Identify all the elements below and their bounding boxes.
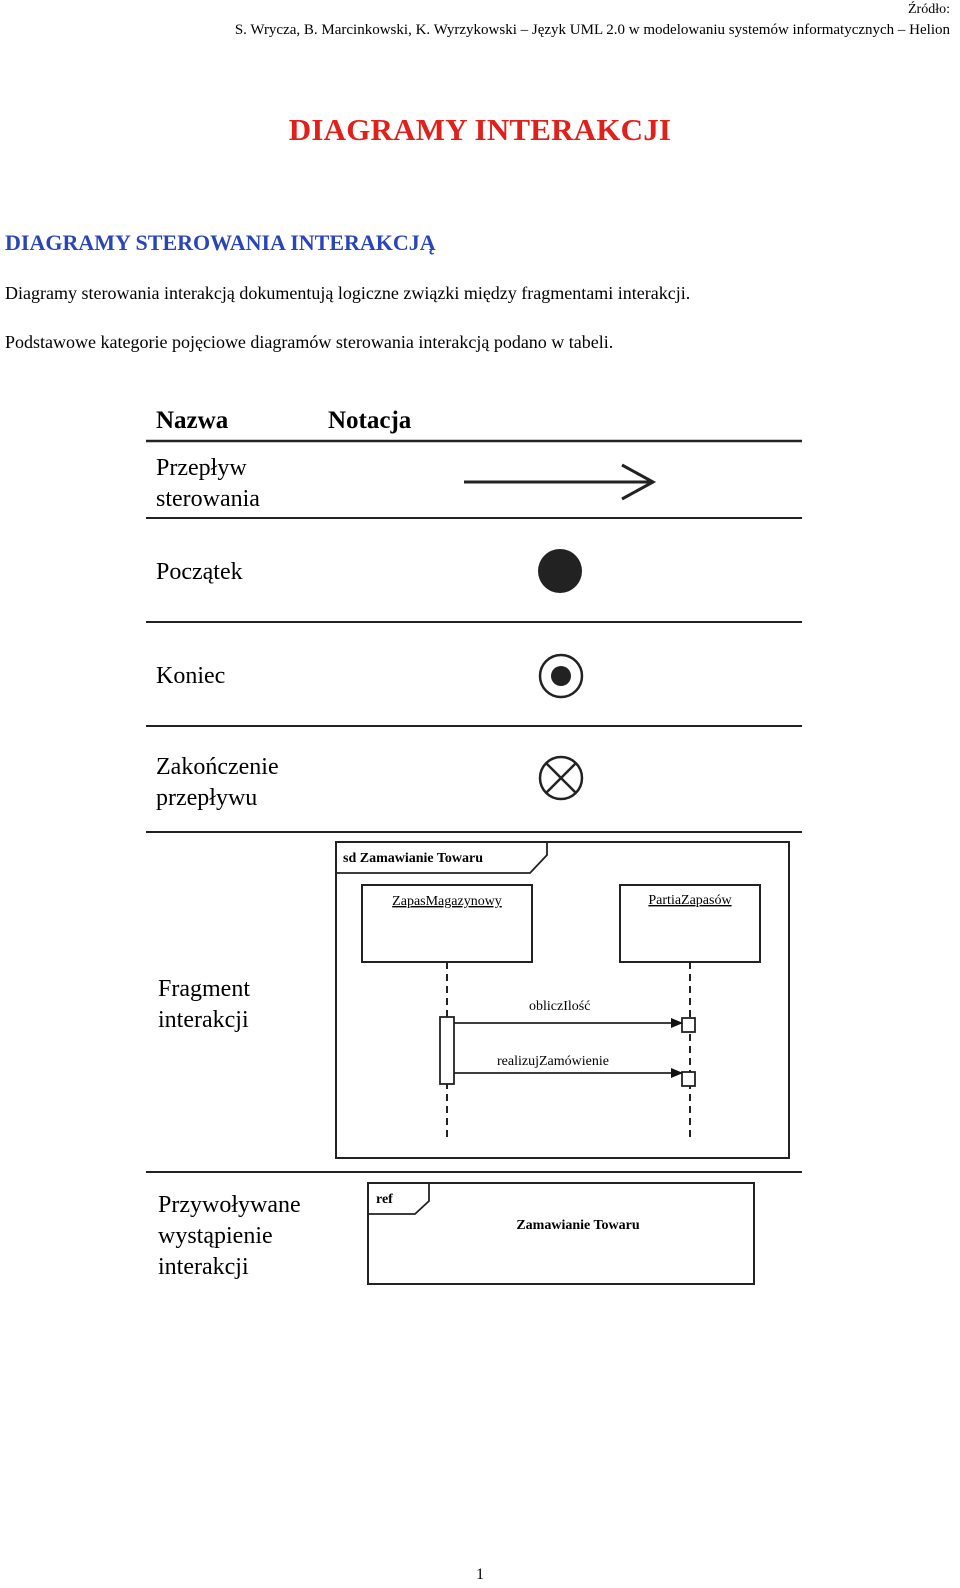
source-label: Źródło:: [908, 2, 950, 17]
message-label: obliczIlość: [529, 999, 591, 1014]
initial-node-icon: [538, 549, 582, 593]
notation-table-figure: [146, 392, 816, 1302]
page-title: DIAGRAMY INTERAKCJI: [288, 112, 672, 147]
message-label: realizujZamówienie: [497, 1054, 609, 1069]
interaction-use-icon: [368, 1183, 754, 1284]
final-node-icon: [540, 655, 582, 697]
row-name-line2: przepływu: [156, 785, 258, 811]
table-header-name: Nazwa: [156, 407, 229, 434]
row-name-line1: Fragment: [158, 976, 250, 1002]
table-header-notation: Notacja: [328, 407, 412, 434]
ref-label: Zamawianie Towaru: [516, 1218, 640, 1233]
page-number: 1: [476, 1566, 484, 1583]
paragraph-categories: Podstawowe kategorie pojęciowe diagramów sterowania interakcją podano w tabeli.: [5, 332, 614, 352]
ref-tag: ref: [376, 1192, 393, 1207]
row-name-line1: Koniec: [156, 663, 226, 689]
frame-label: sd Zamawianie Towaru: [343, 851, 484, 866]
sequence-diagram-icon: [336, 842, 789, 1158]
row-name-line2: interakcji: [158, 1007, 249, 1033]
section-title: DIAGRAMY STEROWANIA INTERAKCJĄ: [5, 230, 436, 255]
row-name-line2: sterowania: [156, 486, 260, 512]
row-name-line1: Przepływ: [156, 455, 247, 481]
flow-final-icon: [540, 757, 582, 799]
source-citation: S. Wrycza, B. Marcinkowski, K. Wyrzykowski – Język UML 2.0 w modelowaniu systemów informatycznych – Helion: [234, 22, 950, 38]
row-name-line1: Zakończenie: [156, 754, 279, 780]
lifeline-label: PartiaZapasów: [648, 893, 732, 908]
paragraph-intro: Diagramy sterowania interakcją dokumentują logiczne związki między fragmentami interakcji.: [5, 283, 691, 303]
row-name-line2: wystąpienie: [158, 1223, 273, 1249]
lifeline-label: ZapasMagazynowy: [392, 894, 502, 909]
row-name-line1: Początek: [156, 559, 243, 585]
row-name-line1: Przywoływane: [158, 1192, 301, 1218]
row-name-line3: interakcji: [158, 1254, 249, 1280]
control-flow-arrow-icon: [464, 465, 653, 499]
